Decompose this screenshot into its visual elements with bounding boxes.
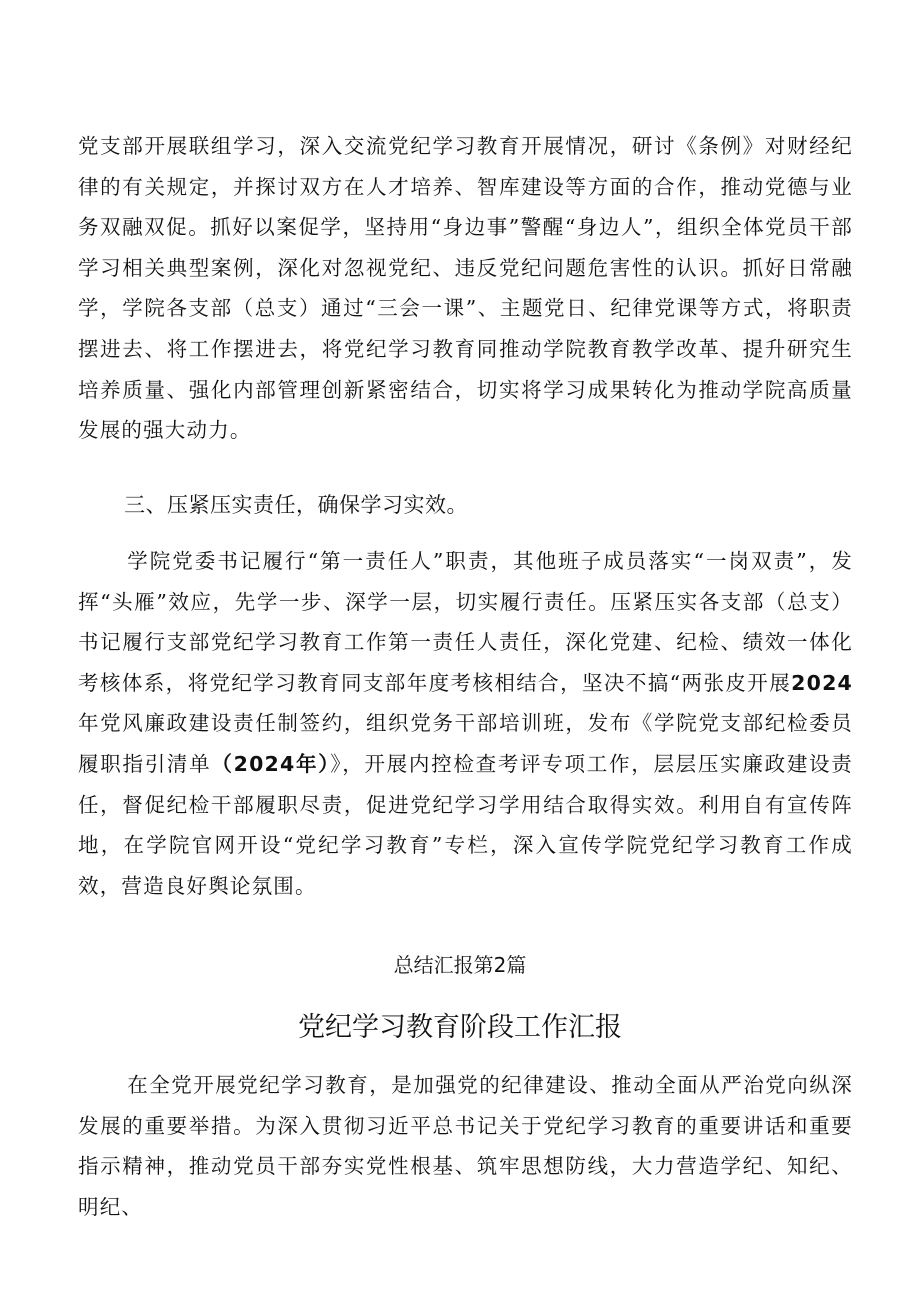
body-paragraph-3: 在全党开展党纪学习教育，是加强党的纪律建设、推动全面从严治党向纵深发展的重要举措。为深入贯彻习近平总书记关于党纪学习教育的重要讲话和重要指示精神，推动党员干部夯实党性根基、筑牢思想防线，大力营造学纪、知纪、明纪、 — [78, 1073, 853, 1219]
body-paragraph-2 — [78, 541, 853, 906]
article-title: 党纪学习教育阶段工作汇报 — [298, 1012, 622, 1043]
paragraph-2-year: 2024 — [791, 670, 853, 695]
body-paragraph-1: 党支部开展联组学习，深入交流党纪学习教育开展情况，研讨《条例》对财经纪律的有关规定，并探讨双方在人才培养、智库建设等方面的合作，推动党德与业务双融双促。抓好以案促学，坚持用“身边事”警醒“身边人”，组织全体党员干部学习相关典型案例，深化对忽视党纪、违反党纪问题危害性的认识。抓好日常融学，学院各支部（总支）通过“三会一课”、主题党日、纪律党课等方式，将职责摆进去、将工作摆进去，将党纪学习教育同推动学院教育教学改革、提升研究生培养质量、强化内部管理创新紧密结合，切实将学习成果转化为推动学院高质量发展的强大动力。 — [78, 134, 853, 443]
section-heading-3: 三、压紧压实责任，确保学习实效。 — [124, 493, 468, 517]
paragraph-2-paren-year: （2024年） — [211, 751, 331, 776]
paragraph-2-text-c: 》，开展内控检查考评专项工作，层层压实廉政建设责任，督促纪检干部履职尽责，促进党纪学习学用结合取得实效。利用自有宣传阵地，在学院官网开设“党纪学习教育”专栏，深入宣传学院党纪学习教育工作成效，营造良好舆论氛围。 — [78, 751, 853, 898]
paragraph-2-text-a: 学院党委书记履行“第一责任人”职责，其他班子成员落实“一岗双责”，发挥“头雁”效应，先学一步、深学一层，切实履行责任。压紧压实各支部（总支）书记履行支部党纪学习教育工作第一责任人责任，深化党建、纪检、绩效一体化考核体系，将党纪学习教育同支部年度考核相结合，坚决不搞“两张皮开展 — [78, 549, 853, 695]
article-section-label: 总结汇报第2篇 — [393, 953, 527, 977]
paragraph-2-text-b: 年党风廉政建设责任制签约，组织党务干部培训班，发布《学院党支部纪检委员履职指引清单 — [78, 711, 853, 776]
